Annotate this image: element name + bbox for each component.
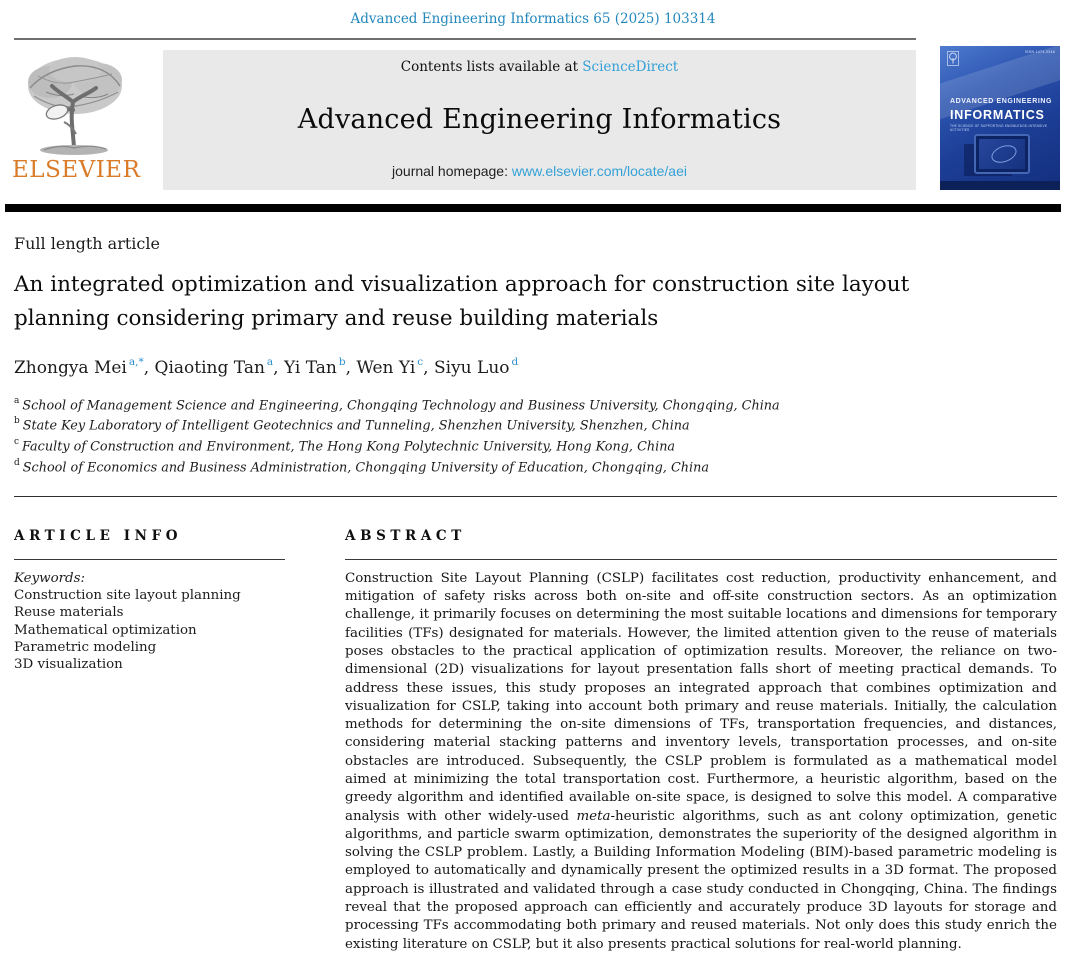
journal-masthead [0,50,1066,198]
homepage-label: journal homepage: [392,163,512,179]
keyword-item: Construction site layout planning [14,588,241,604]
contents-list-text: Contents lists available at [400,59,583,75]
article-info-column [14,497,285,954]
elsevier-logo [12,52,141,183]
author [284,358,356,378]
author-affiliation-sup[interactable]: b [338,356,346,368]
affiliation-item [14,435,1052,456]
elsevier-wordmark: ELSEVIER [12,157,141,183]
contents-list-line [401,59,678,75]
affiliation-sup: b [14,416,20,427]
affiliation-text: Faculty of Construction and Environment, The Hong Kong Polytechnic University, Hong Kong, China [22,439,676,455]
article-info-rule [14,559,285,560]
cover-title-line2: INFORMATICS [950,108,1045,122]
abstract-heading: ABSTRACT [345,527,466,544]
author-affiliation-sup[interactable]: a [266,356,274,368]
author [14,358,155,378]
cover-monitor-screen [979,139,1025,169]
sciencedirect-link[interactable]: ScienceDirect [582,59,679,75]
affiliation-item [14,456,1052,477]
cover-tree-icon [947,51,959,70]
affiliation-text: School of Management Science and Engineering, Chongqing Technology and Business University, Chongqing, China [22,397,780,413]
abstract-part1: Construction Site Layout Planning (CSLP) facilitates cost reduction, productivity enhancement, and mitigation of safety risks across both on-site and off-site construction sectors. As an optimization challenge, it primarily focuses on determining the most suitable locations and dimensions for temporary facilities (TFs) designated for materials. However, the limited attention given to the reuse of materials poses obstacles to the practical application of optimization results. Moreover, the reliance on two-dimensional (2D) visualizations for layout presentation falls short of meeting practical demands. To address these issues, this study proposes an integrated approach that combines optimization and visualization for CSLP, taking into account both primary and reuse materials. Initially, the calculation methods for determining the on-site dimensions of TFs, transportation frequencies, and distances, considering material stacking patterns and inventory levels, transportation processes, and on-site obstacles are introduced. Subsequently, the CSLP problem is formulated as a mathematical model aimed at minimizing the total transportation cost. Furthermore, a heuristic algorithm, based on the greedy algorithm and identified available on-site space, is designed to solve this model. A comparative analysis with other widely-used [345,570,1057,824]
author [434,358,518,378]
cover-monitor-graphic [974,134,1030,174]
article-type-label: Full length article [14,234,160,253]
author-affiliation-sup[interactable]: a,* [128,356,144,368]
abstract-rule [345,559,1057,560]
author-affiliation-sup[interactable]: d [511,356,519,368]
cover-tagline: THE SCIENCE OF SUPPORTING KNOWLEDGE-INTENSIVE ACTIVITIES [950,124,1048,132]
abstract-column [345,497,1057,954]
author [155,358,284,378]
article-header [14,234,1052,477]
keywords-block [14,570,285,674]
abstract-text [345,570,1057,954]
article-info-heading: ARTICLE INFO [14,527,183,544]
homepage-link[interactable]: www.elsevier.com/locate/aei [511,163,687,179]
affiliation-sup: c [14,437,20,448]
keywords-label: Keywords: [14,570,86,586]
affiliations-list [14,394,1052,477]
elsevier-tree-icon [12,52,138,156]
homepage-line [392,163,687,179]
top-divider [14,38,916,40]
affiliation-text: School of Economics and Business Administration, Chongqing University of Education, Chongqing, China [22,460,709,476]
article-title: An integrated optimization and visualization approach for construction site layout planning considering primary and reuse building materials [14,272,910,331]
affiliation-item [14,414,1052,435]
cover-title-line1: ADVANCED ENGINEERING [950,98,1053,105]
journal-cover-image [940,46,1060,190]
author-name: Yi Tan [283,357,337,378]
cover-issn: ISSN 1474-0346 [1024,50,1055,54]
author-separator: , [273,357,284,378]
author-name: Zhongya Mei [14,357,127,378]
cover-screen-sketch [989,142,1019,166]
author-name: Qiaoting Tan [154,357,265,378]
author-name: Siyu Luo [433,357,510,378]
affiliation-sup: a [14,395,20,406]
author-separator: , [143,357,155,378]
keyword-item: Mathematical optimization [14,622,197,638]
affiliation-text: State Key Laboratory of Intelligent Geotechnics and Tunneling, Shenzhen University, Shenzhen, China [22,418,690,434]
masthead-divider [5,204,1061,212]
keyword-item: Parametric modeling [14,639,157,655]
info-abstract-section [14,497,1057,954]
author-affiliation-sup[interactable]: c [417,356,424,368]
author-name: Wen Yi [356,357,416,378]
masthead-box [163,50,916,190]
abstract-part2: -heuristic algorithms, such as ant colony optimization, genetic algorithms, and particle swarm optimization, demonstrates the superiority of the designed algorithm in solving the CSLP problem. Lastly, a Building Information Modeling (BIM)-based parametric modeling is employed to automatically and dynamically present the optimized results in a 3D format. The proposed approach is illustrated and validated through a case study conducted in Chongqing, China. The findings reveal that the proposed approach can efficiently and accurately produce 3D layouts for storage and processing TFs accommodating both primary and reused materials. Not only does this study enrich the existing literature on CSLP, but it also presents practical solutions for real-world planning. [345,808,1057,952]
abstract-italic-word: meta [576,808,611,824]
column-gap [285,497,345,954]
affiliation-sup: d [14,457,20,468]
journal-title: Advanced Engineering Informatics [297,103,782,135]
author-separator: , [345,357,357,378]
journal-reference-link[interactable]: Advanced Engineering Informatics 65 (2025) 103314 [350,11,716,27]
author-separator: , [423,357,434,378]
author [356,358,434,378]
affiliation-item [14,394,1052,415]
authors-line [14,357,1052,378]
keyword-item: 3D visualization [14,657,123,673]
keyword-item: Reuse materials [14,605,124,621]
